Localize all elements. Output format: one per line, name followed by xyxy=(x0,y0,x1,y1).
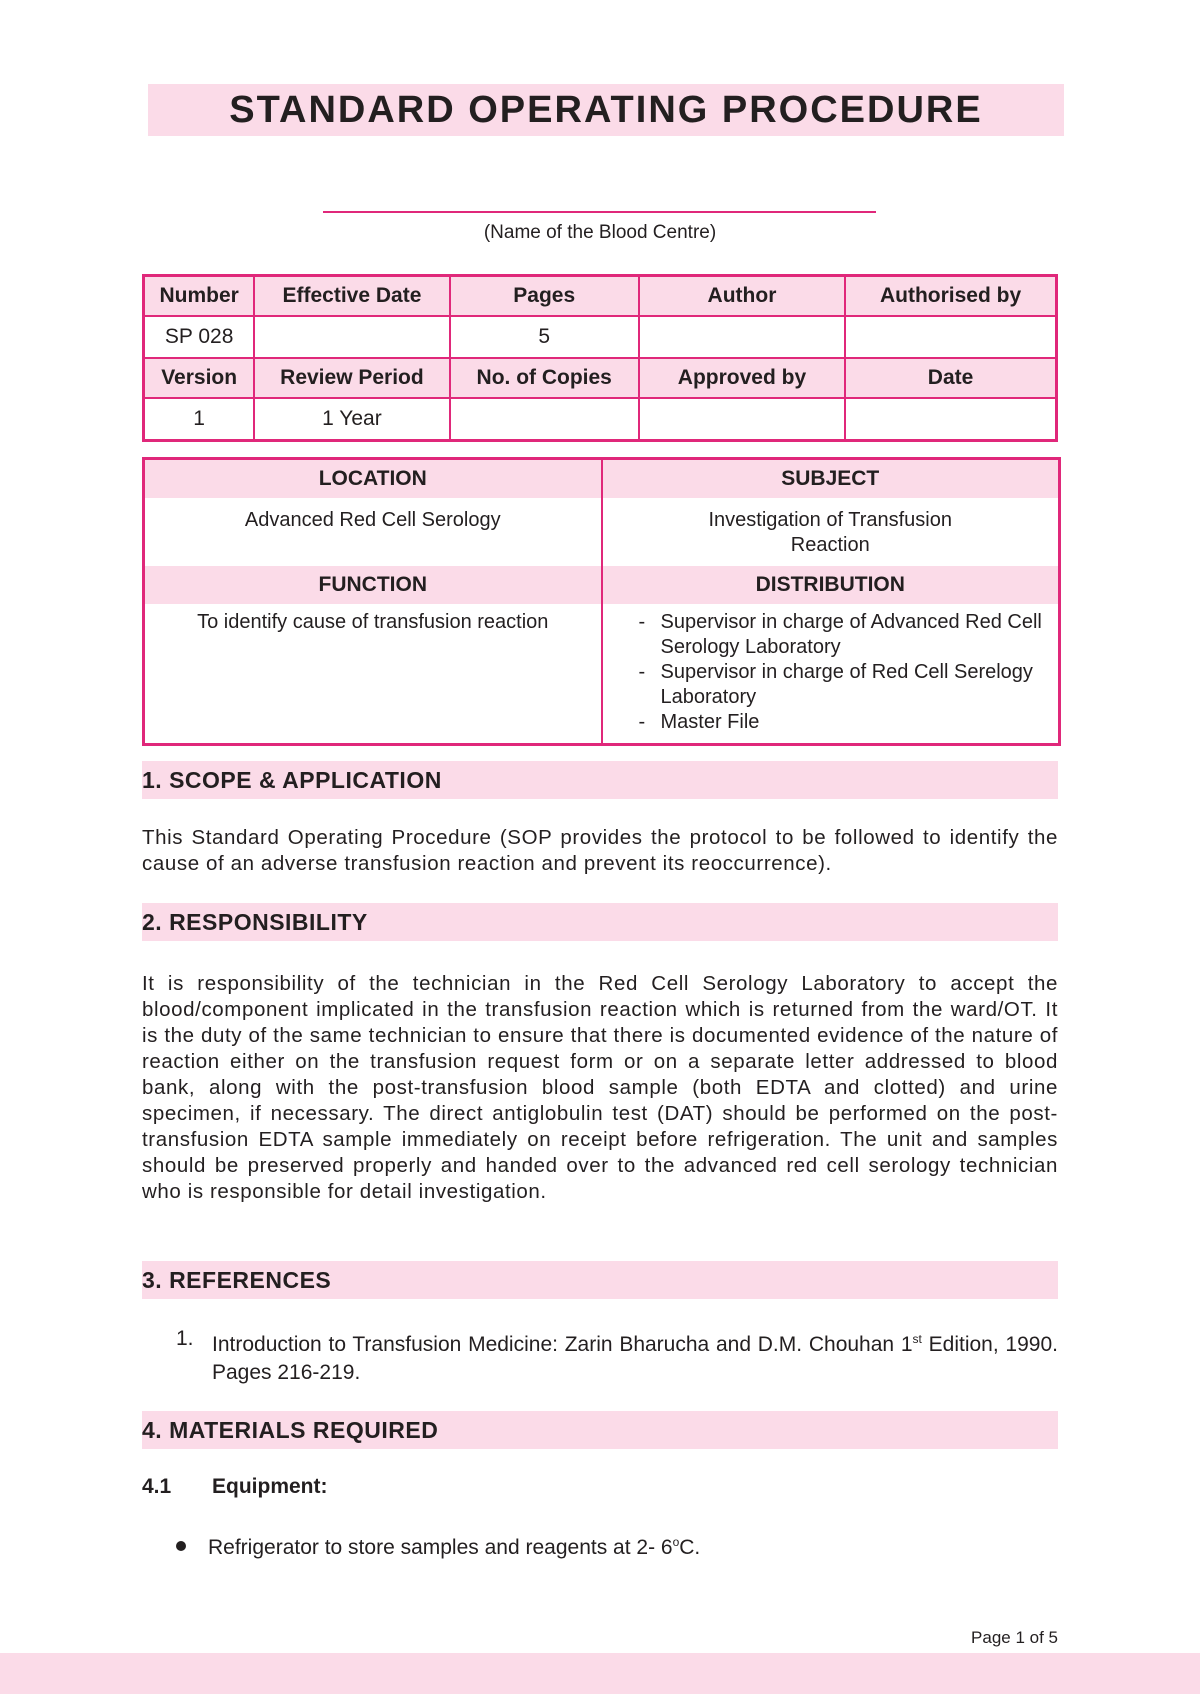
distribution-label: DISTRIBUTION xyxy=(602,566,1060,604)
distribution-cell xyxy=(602,604,1060,745)
meta-header-cell: Number xyxy=(144,276,255,317)
distribution-item: - Supervisor in charge of Red Cell Serelogy Laboratory xyxy=(638,661,1033,708)
document-meta-table xyxy=(142,274,1058,442)
blood-centre-name-line xyxy=(323,211,876,213)
page-number: Page 1 of 5 xyxy=(971,1628,1058,1647)
meta-value-cell: SP 028 xyxy=(144,316,255,358)
meta-value-cell xyxy=(845,398,1056,441)
subject-label: SUBJECT xyxy=(602,459,1060,499)
responsibility-paragraph: It is responsibility of the technician in the Red Cell Serology Laboratory to accept the blood/component implicated in the transfusion reaction which is returned from the ward/OT. It is the duty of the same technician to ensure that there is documented evidence of the nature of reaction either on the transfusion request form or on a separate letter addressed to blood bank, along with the post-transfusion blood sample (both EDTA and clotted) and urine specimen, if necessary. The direct antiglobulin test (DAT) should be performed on the post-transfusion EDTA sample immediately on receipt before refrigeration. The unit and samples should be preserved properly and handed over to the advanced red cell serology technician who is responsible for detail investigation. xyxy=(142,972,1058,1203)
section-heading-responsibility: 2. RESPONSIBILITY xyxy=(142,903,1058,941)
meta-header-cell: Date xyxy=(845,358,1056,398)
meta-value-row xyxy=(144,316,1057,358)
loc-value-row xyxy=(144,604,1060,745)
bullet-dot-icon xyxy=(176,1541,186,1551)
section-heading-scope: 1. SCOPE & APPLICATION xyxy=(142,761,1058,799)
meta-header-cell: No. of Copies xyxy=(450,358,639,398)
meta-header-row xyxy=(144,358,1057,398)
meta-value-cell xyxy=(639,316,845,358)
meta-header-cell: Review Period xyxy=(254,358,449,398)
scope-paragraph: This Standard Operating Procedure (SOP provides the protocol to be followed to identify the cause of an adverse transfusion reaction and prevent its reoccurrence). xyxy=(142,826,1058,875)
document-title: STANDARD OPERATING PROCEDURE xyxy=(229,88,983,131)
distribution-item: - Master File xyxy=(638,711,760,733)
meta-header-cell: Effective Date xyxy=(254,276,449,317)
meta-header-cell: Author xyxy=(639,276,845,317)
subject-value xyxy=(602,498,1060,566)
subject-value-line: Investigation of Transfusion xyxy=(708,509,952,531)
distribution-item: - Supervisor in charge of Advanced Red Cell Serology Laboratory xyxy=(638,611,1042,658)
meta-value-cell: 1 xyxy=(144,398,255,441)
meta-value-row xyxy=(144,398,1057,441)
meta-value-cell: 5 xyxy=(450,316,639,358)
meta-value-cell xyxy=(450,398,639,441)
location-value: Advanced Red Cell Serology xyxy=(144,498,602,566)
distribution-list xyxy=(611,610,1051,735)
function-value: To identify cause of transfusion reaction xyxy=(144,604,602,745)
meta-header-cell: Pages xyxy=(450,276,639,317)
meta-header-cell: Version xyxy=(144,358,255,398)
meta-header-row xyxy=(144,276,1057,317)
meta-value-cell xyxy=(639,398,845,441)
location-label: LOCATION xyxy=(144,459,602,499)
equipment-bullet-item: Refrigerator to store samples and reagents at 2- 6$^o$C. xyxy=(176,1535,700,1560)
loc-value-row xyxy=(144,498,1060,566)
meta-value-cell xyxy=(254,316,449,358)
meta-value-cell xyxy=(845,316,1056,358)
footer-band xyxy=(0,1653,1200,1694)
meta-header-cell: Approved by xyxy=(639,358,845,398)
subsection-equipment: 4.1 Equipment: xyxy=(142,1475,328,1498)
meta-value-cell: 1 Year xyxy=(254,398,449,441)
function-label: FUNCTION xyxy=(144,566,602,604)
loc-header-row xyxy=(144,459,1060,499)
subject-value-line: Reaction xyxy=(790,534,870,556)
loc-header-row xyxy=(144,566,1060,604)
meta-header-cell: Authorised by xyxy=(845,276,1056,317)
reference-item: 1. Introduction to Transfusion Medicine: Zarin Bharucha and D.M. Chouhan 1st Edition, 1990. Pages 216-219. xyxy=(176,1327,1058,1384)
title-banner xyxy=(148,84,1064,136)
section-heading-materials: 4. MATERIALS REQUIRED xyxy=(142,1411,1058,1449)
blood-centre-caption: (Name of the Blood Centre) xyxy=(483,222,717,243)
section-heading-references: 3. REFERENCES xyxy=(142,1261,1058,1299)
location-subject-table xyxy=(142,457,1061,746)
